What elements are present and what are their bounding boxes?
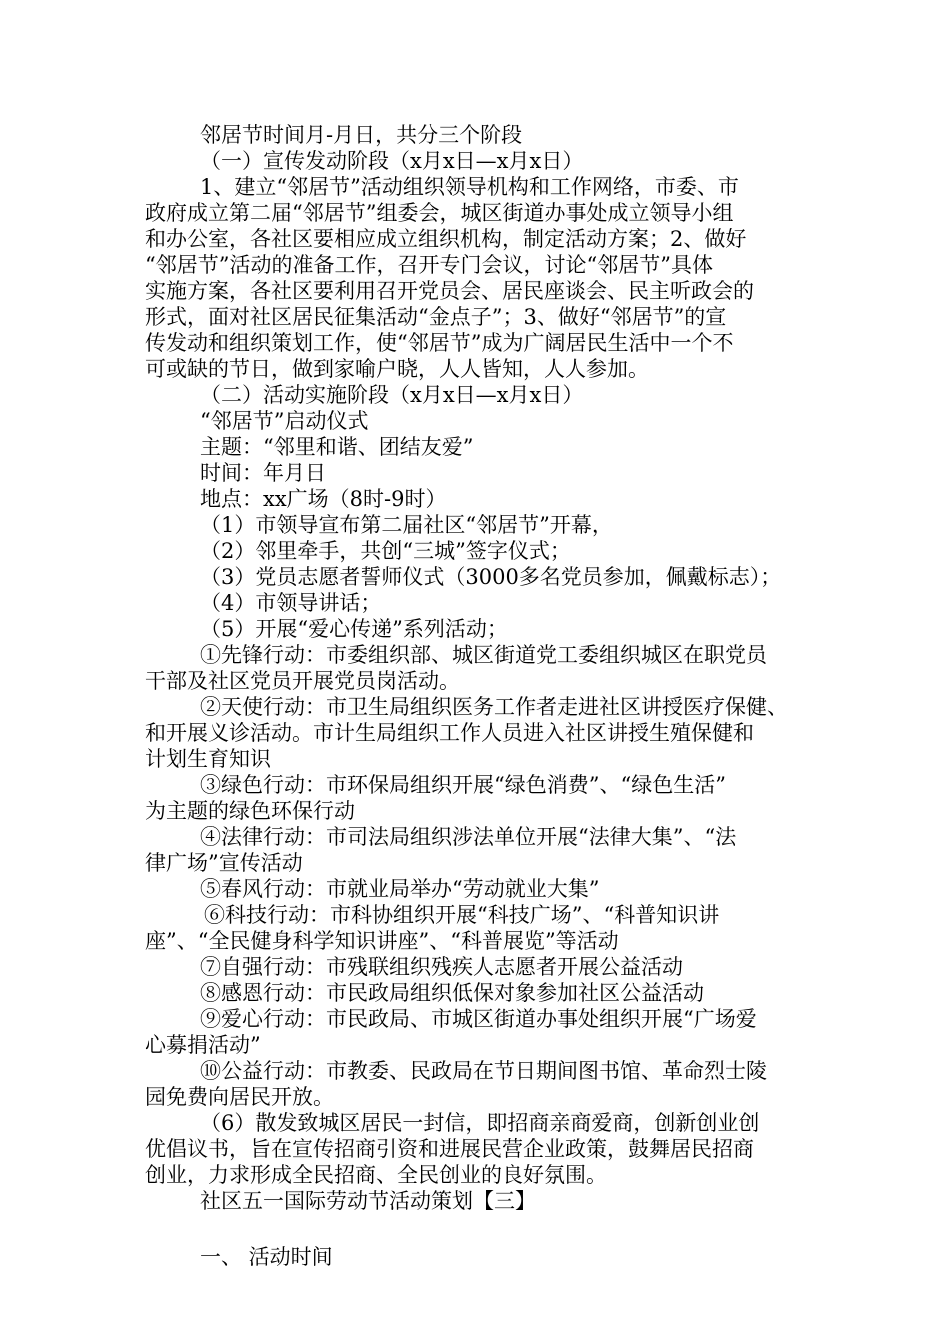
text-line: 实施方案，各社区要利用召开党员会、居民座谈会、民主听政会的: [145, 279, 754, 303]
list-item: ③绿色行动：市环保局组织开展“绿色消费”、“绿色生活”: [200, 773, 726, 797]
text-line: 和开展义诊活动。市计生局组织工作人员进入社区讲授生殖保健和: [145, 721, 754, 745]
text-line: 时间：年月日: [200, 461, 326, 485]
section-heading: （二）活动实施阶段（x月x日—x月x日）: [200, 383, 584, 407]
section-heading: （一）宣传发动阶段（x月x日—x月x日）: [200, 149, 584, 173]
text-line: 心募捐活动”: [145, 1033, 261, 1057]
list-item: ⑨爱心行动：市民政局、市城区街道办事处组织开展“广场爱: [200, 1007, 757, 1031]
list-item: ⑥科技行动：市科协组织开展“科技广场”、“科普知识讲: [204, 903, 720, 927]
list-item: （3）党员志愿者誓师仪式（3000多名党员参加，佩戴标志）；: [200, 565, 782, 589]
text-line: 形式，面对社区居民征集活动“金点子”；3、做好“邻居节”的宣: [145, 305, 727, 329]
text-line: 干部及社区党员开展党员岗活动。: [145, 669, 460, 693]
text-line: 传发动和组织策划工作，使“邻居节”成为广阔居民生活中一个不: [145, 331, 734, 355]
section-heading: 一、 活动时间: [200, 1245, 333, 1269]
text-line: 计划生育知识: [145, 747, 271, 771]
list-item: ⑤春风行动：市就业局举办“劳动就业大集”: [200, 877, 600, 901]
list-item: （5）开展“爱心传递”系列活动；: [200, 617, 508, 641]
text-line: 创业，力求形成全民招商、全民创业的良好氛围。: [145, 1163, 607, 1187]
list-item: （1）市领导宣布第二届社区“邻居节”开幕，: [200, 513, 613, 537]
list-item: ⑦自强行动：市残联组织残疾人志愿者开展公益活动: [200, 955, 683, 979]
text-line: 主题：“邻里和谐、团结友爱”: [200, 435, 474, 459]
text-line: “邻居节”启动仪式: [200, 409, 369, 433]
text-line: 地点：xx广场（8时-9时）: [200, 487, 447, 511]
list-item: ⑧感恩行动：市民政局组织低保对象参加社区公益活动: [200, 981, 704, 1005]
text-line: “邻居节”活动的准备工作，召开专门会议，讨论“邻居节”具体: [145, 253, 713, 277]
list-item: ②天使行动：市卫生局组织医务工作者走进社区讲授医疗保健、: [200, 695, 788, 719]
text-line: 1、建立“邻居节”活动组织领导机构和工作网络，市委、市: [200, 175, 739, 199]
text-line: 和办公室，各社区要相应成立组织机构，制定活动方案；2、做好: [145, 227, 747, 251]
text-line: 邻居节时间月-月日，共分三个阶段: [200, 123, 523, 147]
list-item: ⑩公益行动：市教委、民政局在节日期间图书馆、革命烈士陵: [200, 1059, 767, 1083]
text-line: 律广场”宣传活动: [145, 851, 303, 875]
text-line: 园免费向居民开放。: [145, 1085, 334, 1109]
text-line: 为主题的绿色环保行动: [145, 799, 355, 823]
section-heading: 社区五一国际劳动节活动策划【三】: [200, 1189, 536, 1213]
text-line: 政府成立第二届“邻居节”组委会，城区街道办事处成立领导小组: [145, 201, 734, 225]
text-line: 可或缺的节日，做到家喻户晓，人人皆知，人人参加。: [145, 357, 649, 381]
list-item: （6）散发致城区居民一封信，即招商亲商爱商，创新创业创: [200, 1111, 760, 1135]
list-item: ④法律行动：市司法局组织涉法单位开展“法律大集”、“法: [200, 825, 737, 849]
list-item: （2）邻里牵手，共创“三城”签字仪式；: [200, 539, 571, 563]
list-item: ①先锋行动：市委组织部、城区街道党工委组织城区在职党员: [200, 643, 767, 667]
list-item: （4）市领导讲话；: [200, 591, 382, 615]
text-line: 座”、“全民健身科学知识讲座”、“科普展览”等活动: [145, 929, 619, 953]
text-line: 优倡议书，旨在宣传招商引资和进展民营企业政策，鼓舞居民招商: [145, 1137, 754, 1161]
